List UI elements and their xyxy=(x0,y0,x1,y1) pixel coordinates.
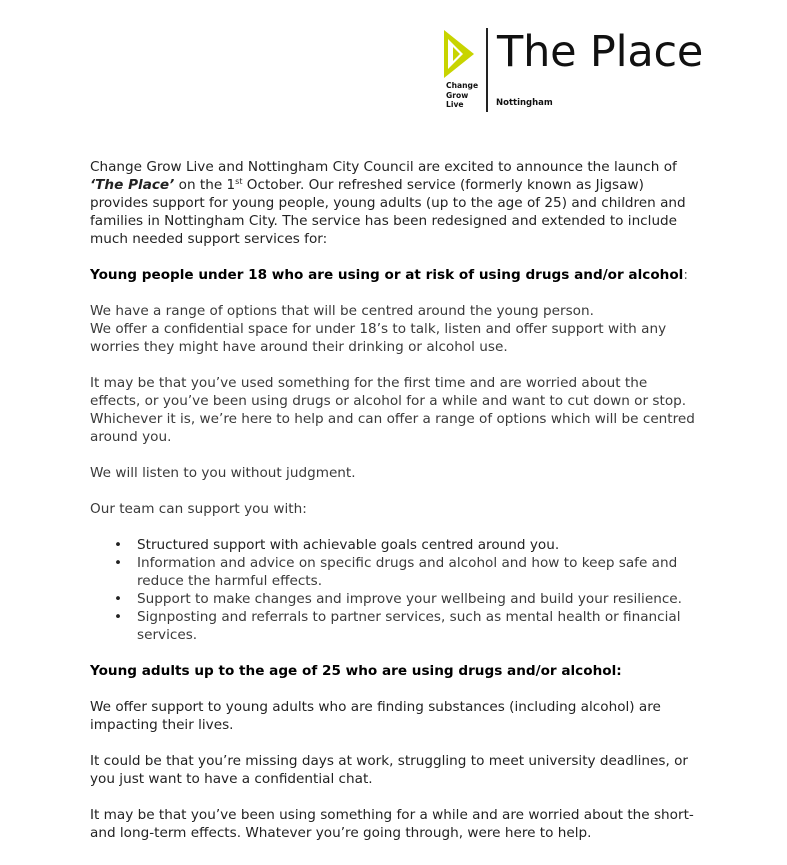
section-heading xyxy=(90,266,695,284)
intro-paragraph xyxy=(90,158,695,248)
play-triangle-mark-icon xyxy=(444,30,474,78)
logo-city: Nottingham xyxy=(496,98,553,108)
list-item: • Information and advice on specific drugs and alcohol and how to keep safe and reduce the harmful effects. xyxy=(137,554,695,590)
tagline-line: Live xyxy=(446,100,464,109)
logo-tagline xyxy=(446,81,478,110)
heading-colon: : xyxy=(683,267,688,283)
document-body xyxy=(90,158,695,842)
paragraph: We offer a confidential space for under 18’s to talk, listen and offer support with any worries they might have around their drinking or alcohol use. xyxy=(90,321,667,355)
intro-text: Change Grow Live and Nottingham City Council are excited to announce the launch of xyxy=(90,159,677,175)
paragraph: It may be that you’ve been using something for a while and are worried about the short- and long-term effects. Whatever you’re going through, were here to help. xyxy=(90,807,694,841)
intro-text: October. Our refreshed service (formerly known as Jigsaw) provides support for young people, young adults (up to the age of 25) and children and families in Nottingham City. The service has been redesigned and extended to include much needed support services for: xyxy=(90,177,686,247)
paragraph: Our team can support you with: xyxy=(90,501,307,517)
support-list xyxy=(90,536,695,644)
paragraph: It may be that you’ve used something for the first time and are worried about the effects, or you’ve been using drugs or alcohol for a while and want to cut down or stop. Whichever it is, we’re here to help and can offer a range of options which will be centred around you. xyxy=(90,375,695,445)
place-name: ‘The Place’ xyxy=(90,177,175,193)
the-place-logo xyxy=(444,28,724,112)
heading-text: Young people under 18 who are using or at risk of using drugs and/or alcohol xyxy=(90,267,684,283)
list-item: • Signposting and referrals to partner services, such as mental health or financial services. xyxy=(137,608,695,644)
paragraph: We offer support to young adults who are finding substances (including alcohol) are impacting their lives. xyxy=(90,699,661,733)
tagline-line: Change xyxy=(446,81,479,90)
paragraph: We have a range of options that will be centred around the young person. xyxy=(90,303,594,319)
ordinal-suffix: st xyxy=(235,177,243,186)
list-item: • Structured support with achievable goals centred around you. xyxy=(137,536,695,554)
intro-text: on the 1 xyxy=(174,177,236,193)
section-heading: Young adults up to the age of 25 who are using drugs and/or alcohol: xyxy=(90,663,622,679)
logo-divider xyxy=(486,28,488,112)
paragraph: It could be that you’re missing days at work, struggling to meet university deadlines, or you just want to have a confidential chat. xyxy=(90,753,689,787)
tagline-line: Grow xyxy=(446,90,469,100)
logo-title: The Place xyxy=(497,27,704,77)
list-item: • Support to make changes and improve your wellbeing and build your resilience. xyxy=(137,590,695,608)
paragraph: We will listen to you without judgment. xyxy=(90,465,356,481)
